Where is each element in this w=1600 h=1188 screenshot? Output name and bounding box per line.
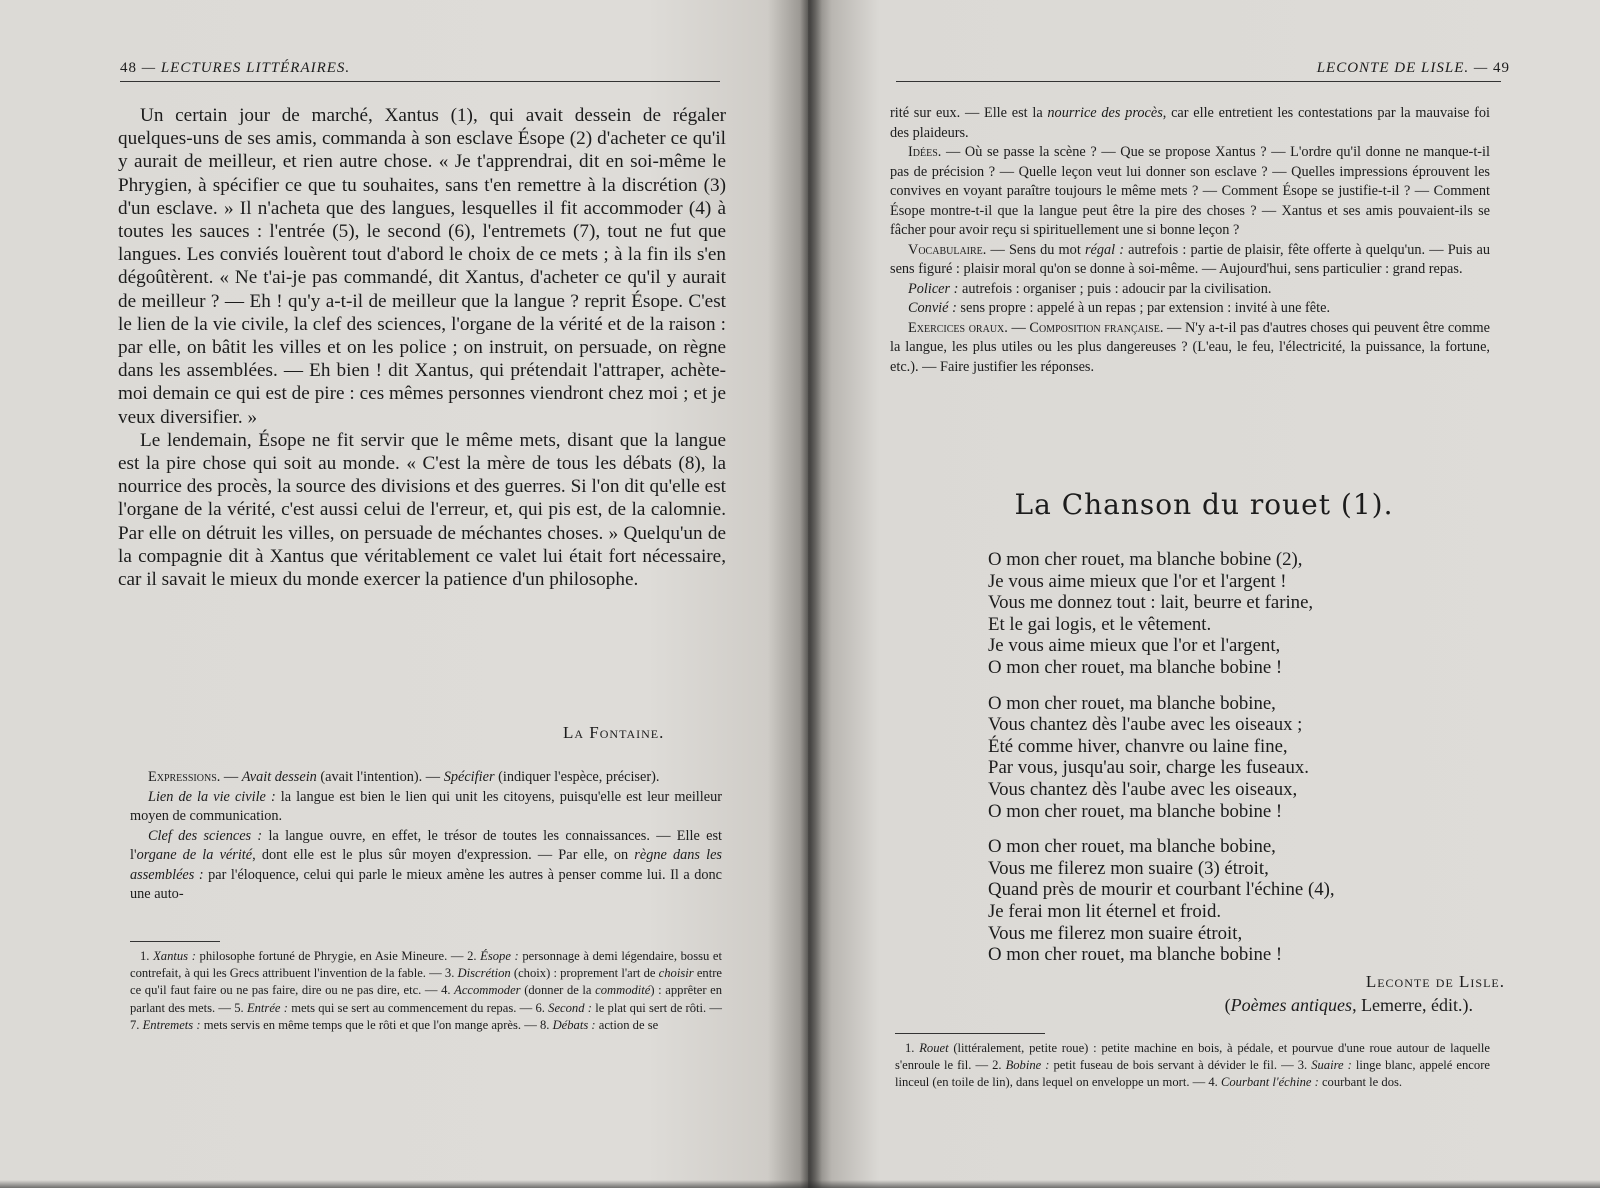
- book-gutter: [800, 0, 822, 1188]
- verse-line: Vous me donnez tout : lait, beurre et farine,: [988, 592, 1314, 614]
- running-title: LECTURES LITTÉRAIRES.: [160, 60, 351, 76]
- footnote-text: 1. Rouet (littéralement, petite roue) : petite machine en bois, à pédale, et pourvue d'une roue autour de laquelle s'enroule le fil. — 2. Bobine : petit fuseau de bois servant à dévider le fil. — 3. Suaire : linge blanc, appelé encore linceul (en toile de lin), dans lequel on enveloppe un mort. — 4. Courbant l'échine : courbant le dos.: [895, 1041, 1491, 1090]
- stanza: [988, 693, 1335, 823]
- page-number: 49: [1493, 60, 1510, 76]
- footnote-rule: [895, 1033, 1045, 1034]
- verse-line: Je ferai mon lit éternel et froid.: [988, 900, 1222, 922]
- verse-line: Je vous aime mieux que l'or et l'argent !: [988, 570, 1287, 592]
- prose-text: [118, 104, 726, 591]
- author-signature: Leconte de Lisle.: [1365, 972, 1505, 991]
- page-number: 48: [120, 60, 137, 76]
- note-paragraph: Convié : sens propre : appelé à un repas ; par extension : invité à une fête.: [908, 300, 1331, 316]
- footnotes: [895, 1040, 1490, 1092]
- verse-line: O mon cher rouet, ma blanche bobine !: [988, 656, 1283, 678]
- paragraph: Le lendemain, Ésope ne fit servir que le même mets, disant que la langue est la pire chose qui soit au monde. « C'est la mère de tous les débats (8), la nourrice des procès, la source des divisions et des guerres. Si l'on dit qu'elle est l'organe de la vérité, c'est aussi celui de l'erreur, et, qui pis est, de la calomnie. Par elle on détruit les villes, on persuade de méchantes choses. » Quelqu'un de la compagnie dit à Xantus que véritablement ce valet lui était fort nécessaire, car il savait le mieux du monde exercer la patience d'un philosophe.: [118, 429, 726, 591]
- footnote-text: 1. Xantus : philosophe fortuné de Phrygie, en Asie Mineure. — 2. Ésope : personnage à demi légendaire, bossu et contrefait, à qui les Grecs attribuent l'invention de la fable. — 3. Discrétion (choix) : proprement l'art de choisir entre ce qu'il faut faire ou ne pas faire, dire ou ne pas dire, etc. — 4. Accommoder (donner de la commodité) : apprêter en parlant des mets. — 5. Entrée : mets qui se sert au commencement du repas. — 6. Second : le plat qui sert de rôti. — 7. Entremets : mets servis en même temps que le rôti et que l'on mange après. — 8. Débats : action de se: [130, 949, 723, 1032]
- verse-line: O mon cher rouet, ma blanche bobine !: [988, 944, 1283, 966]
- running-title: LECONTE DE LISLE.: [1316, 60, 1470, 76]
- verse-line: Quand près de mourir et courbant l'échine (4),: [988, 879, 1335, 901]
- header-rule: [896, 81, 1501, 82]
- author-signature: La Fontaine.: [563, 723, 665, 742]
- section-label: Vocabulaire.: [908, 241, 987, 258]
- verse-line: Été comme hiver, chanvre ou laine fine,: [988, 735, 1288, 757]
- note-paragraph: Expressions. — Avait dessein (avait l'intention). — Spécifier (indiquer l'espèce, préciser).: [148, 769, 660, 785]
- section-label: Idées.: [908, 144, 942, 160]
- note-paragraph: Policer : autrefois : organiser ; puis : adoucir par la civilisation.: [908, 280, 1272, 297]
- verse-line: O mon cher rouet, ma blanche bobine !: [988, 800, 1283, 822]
- note-paragraph: Clef des sciences : la langue ouvre, en effet, le trésor de toutes les connaissances. — Elle est l'organe de la vérité, dont elle est le plus sûr moyen d'expression. — Par elle, on règne dans les assemblées : par l'éloquence, celui qui parle le mieux amène les autres à penser comme lui. Il a donc une auto-: [130, 827, 723, 902]
- verse-line: O mon cher rouet, ma blanche bobine,: [988, 836, 1276, 858]
- verse-line: Et le gai logis, et le vêtement.: [988, 613, 1212, 635]
- poem-title: La Chanson du rouet (1).: [1014, 488, 1394, 521]
- verse-line: Je vous aime mieux que l'or et l'argent,: [988, 635, 1281, 657]
- verse-line: O mon cher rouet, ma blanche bobine (2),: [988, 549, 1303, 570]
- section-label: Expressions.: [148, 769, 221, 785]
- verse-line: Vous chantez dès l'aube avec les oiseaux,: [988, 778, 1298, 800]
- verse-line: Vous me filerez mon suaire (3) étroit,: [988, 857, 1269, 879]
- section-label: Composition française.: [1029, 319, 1164, 336]
- verse-line: Vous chantez dès l'aube avec les oiseaux ;: [988, 714, 1303, 736]
- exercise-notes: [890, 104, 1490, 377]
- running-header: LECONTE DE LISLE. — 49: [1316, 60, 1510, 76]
- section-label: Exercices oraux.: [908, 319, 1008, 336]
- right-page: [808, 0, 1600, 1188]
- note-paragraph: Idées. — Où se passe la scène ? — Que se propose Xantus ? — L'ordre qu'il donne ne manque-t-il pas de précision ? — Quelle leçon veut lui donner son esclave ? — Quelles impressions éprouvent les convives en voyant paraître toujours le même mets ? — Comment Ésope se justifie-t-il ? — Comment Ésope montre-t-il que la langue peut être la pire des choses ? — Xantus et ses amis pouvaient-ils se fâcher pour avoir reçu si spirituellement une si bonne leçon ?: [890, 144, 1490, 238]
- paragraph: Un certain jour de marché, Xantus (1), qui avait dessein de régaler quelques-uns de ses amis, commanda à son esclave Ésope (2) d'acheter ce qu'il y aurait de meilleur, et rien autre chose. « Je t'apprendrai, dit en soi-même le Phrygien, à spécifier ce que tu souhaites, sans t'en remettre à la discrétion (3) d'un esclave. » Il n'acheta que des langues, lesquelles il fit accommoder (4) à toutes les sauces : l'entrée (5), le second (6), l'entremets (7), tout ne fut que langues. Les conviés louèrent tout d'abord le choix de ce mets ; à la fin ils s'en dégoûtèrent. « Ne t'ai-je pas commandé, dit Xantus, d'acheter ce qu'il y aurait de meilleur ? — Eh ! qu'y a-t-il de meilleur que la langue ? reprit Ésope. C'est le lien de la vie civile, la clef des sciences, l'organe de la vérité et de la raison : par elle, on bâtit les villes et on les police ; on instruit, on persuade, on règne dans les assemblées. — Eh bien ! dit Xantus, qui prétendait l'attraper, achète-moi demain ce qui est de pire : ces mêmes personnes viendront chez moi ; et je veux diversifier. »: [118, 105, 726, 428]
- stanza: [988, 549, 1335, 679]
- page-edge-shadow: [0, 1180, 1600, 1188]
- note-paragraph: Exercices oraux. — Composition française. — N'y a-t-il pas d'autres choses qui peuvent être comme la langue, les plus utiles ou les plus dangereuses ? (L'eau, le feu, l'électricité, la puissance, la fortune, etc.). — Faire justifier les réponses.: [890, 319, 1490, 375]
- running-header: 48 — LECTURES LITTÉRAIRES.: [120, 60, 351, 76]
- note-paragraph: Lien de la vie civile : la langue est bien le lien qui unit les citoyens, puisqu'elle est leur meilleur moyen de communication.: [130, 788, 723, 824]
- verse-line: O mon cher rouet, ma blanche bobine,: [988, 692, 1276, 714]
- verse-line: Vous me filerez mon suaire étroit,: [988, 922, 1243, 944]
- header-rule: [120, 81, 720, 82]
- stanza: [988, 836, 1335, 966]
- poem: [988, 549, 1335, 980]
- note-paragraph: Vocabulaire. — Sens du mot régal : autrefois : partie de plaisir, fête offerte à quelqu'un. — Puis au sens figuré : plaisir moral qu'on se donne à soi-même. — Aujourd'hui, sens particulier : grand repas.: [890, 241, 1490, 277]
- footnote-rule: [130, 941, 220, 942]
- footnotes: [130, 948, 722, 1034]
- expressions-notes: [130, 768, 722, 905]
- verse-line: Par vous, jusqu'au soir, charge les fuseaux.: [988, 757, 1309, 779]
- note-paragraph: rité sur eux. — Elle est la nourrice des procès, car elle entretient les contestations par la mauvaise foi des plaideurs.: [890, 105, 1490, 141]
- source-citation: (Poèmes antiques, Lemerre, édit.).: [1224, 995, 1473, 1015]
